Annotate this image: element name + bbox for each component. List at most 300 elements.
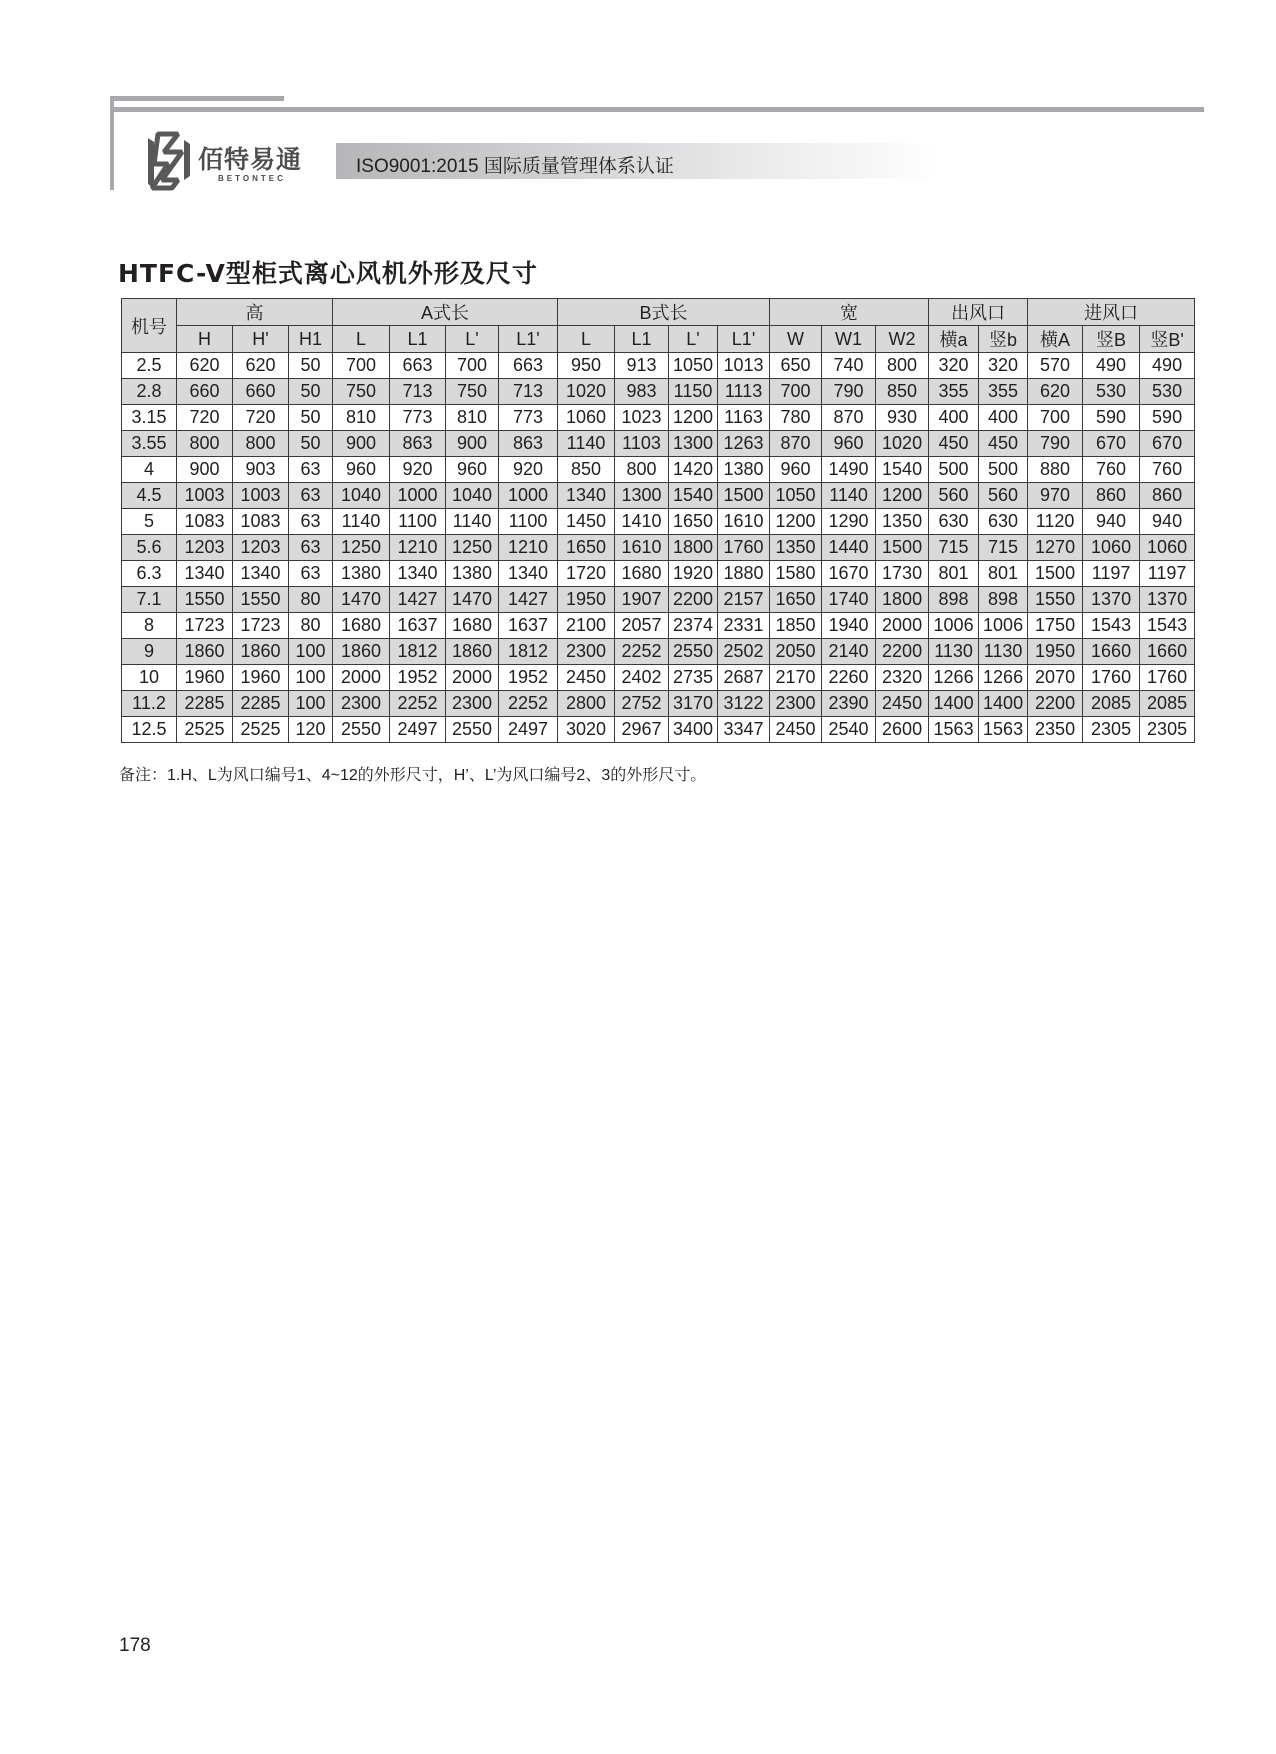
column-header: L1	[615, 326, 669, 353]
table-cell: 2140	[822, 639, 876, 665]
column-header: L'	[446, 326, 499, 353]
table-cell: 1950	[1028, 639, 1083, 665]
table-cell: 780	[770, 405, 822, 431]
table-cell: 800	[177, 431, 233, 457]
table-cell: 2502	[718, 639, 770, 665]
table-cell: 50	[289, 431, 333, 457]
table-cell: 1720	[558, 561, 615, 587]
table-cell: 1000	[499, 483, 558, 509]
table-cell: 1760	[1083, 665, 1140, 691]
table-cell: 700	[1028, 405, 1083, 431]
table-cell: 1020	[876, 431, 929, 457]
model-cell: 11.2	[122, 691, 177, 717]
table-cell: 773	[390, 405, 446, 431]
table-cell: 1020	[558, 379, 615, 405]
table-cell: 1960	[177, 665, 233, 691]
table-cell: 1263	[718, 431, 770, 457]
table-cell: 3170	[669, 691, 718, 717]
table-cell: 900	[333, 431, 390, 457]
table-cell: 960	[822, 431, 876, 457]
table-cell: 900	[177, 457, 233, 483]
table-cell: 1140	[558, 431, 615, 457]
table-cell: 1013	[718, 353, 770, 379]
table-cell: 1210	[390, 535, 446, 561]
table-cell: 713	[390, 379, 446, 405]
table-cell: 1540	[669, 483, 718, 509]
table-cell: 1083	[177, 509, 233, 535]
table-cell: 900	[446, 431, 499, 457]
table-cell: 1100	[499, 509, 558, 535]
table-cell: 2252	[499, 691, 558, 717]
table-cell: 960	[333, 457, 390, 483]
table-cell: 1060	[558, 405, 615, 431]
table-cell: 983	[615, 379, 669, 405]
table-cell: 400	[979, 405, 1028, 431]
table-cell: 2800	[558, 691, 615, 717]
table-cell: 1003	[177, 483, 233, 509]
certification-banner	[336, 143, 940, 179]
table-cell: 1380	[446, 561, 499, 587]
table-cell: 750	[333, 379, 390, 405]
table-cell: 63	[289, 483, 333, 509]
model-cell: 7.1	[122, 587, 177, 613]
table-cell: 2687	[718, 665, 770, 691]
table-cell: 1140	[822, 483, 876, 509]
table-cell: 1610	[615, 535, 669, 561]
table-cell: 2085	[1140, 691, 1195, 717]
table-cell: 63	[289, 509, 333, 535]
table-cell: 1120	[1028, 509, 1083, 535]
table-cell: 1400	[929, 691, 979, 717]
table-cell: 1350	[770, 535, 822, 561]
table-cell: 1427	[499, 587, 558, 613]
table-cell: 1290	[822, 509, 876, 535]
table-cell: 530	[1083, 379, 1140, 405]
table-cell: 715	[929, 535, 979, 561]
table-cell: 1907	[615, 587, 669, 613]
table-cell: 1300	[669, 431, 718, 457]
table-cell: 1680	[615, 561, 669, 587]
table-cell: 1760	[1140, 665, 1195, 691]
model-cell: 6.3	[122, 561, 177, 587]
model-cell: 3.55	[122, 431, 177, 457]
table-cell: 355	[929, 379, 979, 405]
table-cell: 1730	[876, 561, 929, 587]
table-cell: 1370	[1083, 587, 1140, 613]
table-cell: 1650	[770, 587, 822, 613]
table-cell: 450	[979, 431, 1028, 457]
page-title: HTFC-V型柜式离心风机外形及尺寸	[118, 259, 538, 288]
column-header: L1'	[718, 326, 770, 353]
table-cell: 1410	[615, 509, 669, 535]
table-cell: 1850	[770, 613, 822, 639]
table-cell: 2252	[615, 639, 669, 665]
table-row	[122, 431, 1195, 457]
table-cell: 100	[289, 639, 333, 665]
table-cell: 1250	[333, 535, 390, 561]
table-cell: 1543	[1083, 613, 1140, 639]
table-cell: 1812	[390, 639, 446, 665]
table-cell: 1680	[446, 613, 499, 639]
table-cell: 80	[289, 587, 333, 613]
table-cell: 760	[1140, 457, 1195, 483]
table-row	[122, 639, 1195, 665]
table-cell: 570	[1028, 353, 1083, 379]
table-cell: 1860	[333, 639, 390, 665]
column-header: L1'	[499, 326, 558, 353]
table-cell: 810	[333, 405, 390, 431]
table-cell: 1050	[770, 483, 822, 509]
table-row	[122, 613, 1195, 639]
table-cell: 1040	[333, 483, 390, 509]
table-cell: 1723	[177, 613, 233, 639]
table-cell: 1113	[718, 379, 770, 405]
table-cell: 700	[446, 353, 499, 379]
table-cell: 630	[929, 509, 979, 535]
table-cell: 1197	[1083, 561, 1140, 587]
table-row	[122, 483, 1195, 509]
table-cell: 913	[615, 353, 669, 379]
table-cell: 1670	[822, 561, 876, 587]
table-row	[122, 665, 1195, 691]
table-cell: 1680	[333, 613, 390, 639]
header-rule-short	[110, 96, 284, 101]
table-cell: 1140	[446, 509, 499, 535]
table-cell: 2350	[1028, 717, 1083, 743]
table-cell: 2050	[770, 639, 822, 665]
model-cell: 9	[122, 639, 177, 665]
table-cell: 1083	[233, 509, 289, 535]
header-inlet: 进风口	[1028, 299, 1195, 326]
dimensions-table	[121, 298, 1195, 743]
table-cell: 760	[1083, 457, 1140, 483]
table-cell: 2550	[446, 717, 499, 743]
table-cell: 1130	[929, 639, 979, 665]
table-cell: 320	[979, 353, 1028, 379]
column-header: H'	[233, 326, 289, 353]
column-header: 竖B'	[1140, 326, 1195, 353]
table-cell: 1200	[876, 483, 929, 509]
table-cell: 715	[979, 535, 1028, 561]
table-cell: 1952	[499, 665, 558, 691]
table-row	[122, 379, 1195, 405]
table-cell: 530	[1140, 379, 1195, 405]
header-rule-vertical	[110, 96, 114, 190]
table-cell: 863	[499, 431, 558, 457]
table-cell: 1370	[1140, 587, 1195, 613]
table-cell: 801	[929, 561, 979, 587]
table-cell: 100	[289, 665, 333, 691]
table-cell: 2285	[233, 691, 289, 717]
table-cell: 1543	[1140, 613, 1195, 639]
table-cell: 960	[770, 457, 822, 483]
table-cell: 2305	[1140, 717, 1195, 743]
table-cell: 1920	[669, 561, 718, 587]
table-cell: 860	[1083, 483, 1140, 509]
table-row	[122, 691, 1195, 717]
table-cell: 1940	[822, 613, 876, 639]
table-cell: 1100	[390, 509, 446, 535]
table-cell: 870	[822, 405, 876, 431]
table-cell: 620	[233, 353, 289, 379]
table-cell: 1200	[770, 509, 822, 535]
table-cell: 2252	[390, 691, 446, 717]
table-cell: 1266	[979, 665, 1028, 691]
table-cell: 740	[822, 353, 876, 379]
table-cell: 2200	[876, 639, 929, 665]
table-cell: 1650	[669, 509, 718, 535]
column-header: L	[333, 326, 390, 353]
column-header: 竖b	[979, 326, 1028, 353]
table-cell: 1340	[177, 561, 233, 587]
table-cell: 800	[615, 457, 669, 483]
table-cell: 1490	[822, 457, 876, 483]
table-cell: 50	[289, 379, 333, 405]
table-cell: 2540	[822, 717, 876, 743]
table-cell: 63	[289, 457, 333, 483]
table-cell: 590	[1083, 405, 1140, 431]
table-cell: 2525	[177, 717, 233, 743]
table-cell: 920	[390, 457, 446, 483]
table-cell: 1340	[558, 483, 615, 509]
header-width: 宽	[770, 299, 929, 326]
table-cell: 490	[1140, 353, 1195, 379]
table-cell: 1400	[979, 691, 1028, 717]
table-cell: 1610	[718, 509, 770, 535]
table-cell: 2331	[718, 613, 770, 639]
betontec-logo-icon	[134, 130, 194, 192]
table-cell: 773	[499, 405, 558, 431]
table-cell: 1760	[718, 535, 770, 561]
table-cell: 630	[979, 509, 1028, 535]
table-cell: 1006	[929, 613, 979, 639]
table-cell: 1950	[558, 587, 615, 613]
table-cell: 50	[289, 353, 333, 379]
header-a-length: A式长	[333, 299, 558, 326]
table-row	[122, 561, 1195, 587]
table-cell: 1550	[233, 587, 289, 613]
table-cell: 1550	[1028, 587, 1083, 613]
table-cell: 860	[1140, 483, 1195, 509]
table-cell: 63	[289, 561, 333, 587]
table-cell: 1563	[929, 717, 979, 743]
table-cell: 2070	[1028, 665, 1083, 691]
table-cell: 663	[390, 353, 446, 379]
model-cell: 3.15	[122, 405, 177, 431]
table-cell: 490	[1083, 353, 1140, 379]
table-cell: 870	[770, 431, 822, 457]
table-cell: 960	[446, 457, 499, 483]
table-cell: 940	[1083, 509, 1140, 535]
column-header: L'	[669, 326, 718, 353]
table-cell: 1812	[499, 639, 558, 665]
table-cell: 1450	[558, 509, 615, 535]
table-cell: 2600	[876, 717, 929, 743]
table-cell: 2000	[876, 613, 929, 639]
table-cell: 898	[979, 587, 1028, 613]
table-row	[122, 717, 1195, 743]
model-cell: 2.8	[122, 379, 177, 405]
table-cell: 1140	[333, 509, 390, 535]
table-cell: 1500	[876, 535, 929, 561]
table-cell: 2735	[669, 665, 718, 691]
table-cell: 500	[979, 457, 1028, 483]
table-cell: 2550	[333, 717, 390, 743]
table-cell: 1740	[822, 587, 876, 613]
table-cell: 2550	[669, 639, 718, 665]
column-header: W	[770, 326, 822, 353]
table-cell: 63	[289, 535, 333, 561]
table-cell: 50	[289, 405, 333, 431]
brand-name: 佰特易通	[198, 145, 303, 174]
table-cell: 1103	[615, 431, 669, 457]
model-cell: 4.5	[122, 483, 177, 509]
table-cell: 2100	[558, 613, 615, 639]
table-cell: 2374	[669, 613, 718, 639]
certification-text: ISO9001:2015 国际质量管理体系认证	[356, 156, 674, 177]
model-cell: 12.5	[122, 717, 177, 743]
table-cell: 1250	[446, 535, 499, 561]
column-header: W2	[876, 326, 929, 353]
table-cell: 2170	[770, 665, 822, 691]
table-cell: 1563	[979, 717, 1028, 743]
table-cell: 2497	[390, 717, 446, 743]
table-cell: 2752	[615, 691, 669, 717]
model-cell: 5.6	[122, 535, 177, 561]
header-rule	[110, 107, 1204, 112]
table-cell: 2300	[770, 691, 822, 717]
header-model: 机号	[122, 299, 177, 353]
table-cell: 2300	[333, 691, 390, 717]
table-cell: 1540	[876, 457, 929, 483]
header-outlet: 出风口	[929, 299, 1028, 326]
table-cell: 700	[333, 353, 390, 379]
table-cell: 670	[1140, 431, 1195, 457]
table-cell: 2402	[615, 665, 669, 691]
table-cell: 930	[876, 405, 929, 431]
table-cell: 898	[929, 587, 979, 613]
table-cell: 3347	[718, 717, 770, 743]
table-cell: 2450	[876, 691, 929, 717]
table-cell: 650	[770, 353, 822, 379]
column-header: L1	[390, 326, 446, 353]
table-cell: 1060	[1083, 535, 1140, 561]
table-cell: 1203	[233, 535, 289, 561]
column-header: W1	[822, 326, 876, 353]
table-cell: 1500	[718, 483, 770, 509]
column-header: 横A	[1028, 326, 1083, 353]
table-cell: 1860	[233, 639, 289, 665]
table-cell: 720	[233, 405, 289, 431]
column-header: H1	[289, 326, 333, 353]
model-cell: 5	[122, 509, 177, 535]
table-cell: 2497	[499, 717, 558, 743]
table-cell: 1163	[718, 405, 770, 431]
table-cell: 1197	[1140, 561, 1195, 587]
table-cell: 2525	[233, 717, 289, 743]
table-cell: 850	[876, 379, 929, 405]
table-cell: 1800	[669, 535, 718, 561]
table-cell: 1500	[1028, 561, 1083, 587]
table-cell: 2450	[558, 665, 615, 691]
table-cell: 450	[929, 431, 979, 457]
table-cell: 1200	[669, 405, 718, 431]
table-cell: 2057	[615, 613, 669, 639]
model-cell: 10	[122, 665, 177, 691]
table-cell: 2450	[770, 717, 822, 743]
table-cell: 1000	[390, 483, 446, 509]
table-cell: 1340	[499, 561, 558, 587]
table-cell: 1050	[669, 353, 718, 379]
table-row	[122, 535, 1195, 561]
table-cell: 1266	[929, 665, 979, 691]
table-cell: 1637	[499, 613, 558, 639]
table-cell: 750	[446, 379, 499, 405]
table-cell: 1040	[446, 483, 499, 509]
table-cell: 1006	[979, 613, 1028, 639]
table-cell: 1580	[770, 561, 822, 587]
column-header: 横a	[929, 326, 979, 353]
table-row	[122, 457, 1195, 483]
table-cell: 1960	[233, 665, 289, 691]
table-cell: 2000	[446, 665, 499, 691]
table-cell: 713	[499, 379, 558, 405]
column-header: L	[558, 326, 615, 353]
table-cell: 1800	[876, 587, 929, 613]
table-cell: 970	[1028, 483, 1083, 509]
table-cell: 2157	[718, 587, 770, 613]
table-row	[122, 587, 1195, 613]
table-cell: 1380	[333, 561, 390, 587]
table-cell: 1660	[1140, 639, 1195, 665]
table-cell: 560	[979, 483, 1028, 509]
table-cell: 850	[558, 457, 615, 483]
table-cell: 1637	[390, 613, 446, 639]
table-cell: 3122	[718, 691, 770, 717]
table-cell: 100	[289, 691, 333, 717]
table-cell: 620	[1028, 379, 1083, 405]
table-cell: 1340	[233, 561, 289, 587]
table-cell: 2300	[446, 691, 499, 717]
table-cell: 1660	[1083, 639, 1140, 665]
table-cell: 320	[929, 353, 979, 379]
table-cell: 920	[499, 457, 558, 483]
header-b-length: B式长	[558, 299, 770, 326]
table-cell: 1380	[718, 457, 770, 483]
table-cell: 1723	[233, 613, 289, 639]
sub-header-row	[122, 326, 1195, 353]
table-row	[122, 405, 1195, 431]
table-cell: 1440	[822, 535, 876, 561]
table-row	[122, 509, 1195, 535]
table-cell: 660	[177, 379, 233, 405]
group-header-row	[122, 299, 1195, 326]
table-cell: 1270	[1028, 535, 1083, 561]
table-cell: 1060	[1140, 535, 1195, 561]
table-cell: 1427	[390, 587, 446, 613]
table-cell: 810	[446, 405, 499, 431]
table-cell: 620	[177, 353, 233, 379]
table-cell: 2390	[822, 691, 876, 717]
table-cell: 400	[929, 405, 979, 431]
table-cell: 1470	[333, 587, 390, 613]
table-cell: 1203	[177, 535, 233, 561]
table-cell: 670	[1083, 431, 1140, 457]
table-cell: 2320	[876, 665, 929, 691]
table-cell: 355	[979, 379, 1028, 405]
table-cell: 801	[979, 561, 1028, 587]
page-number: 178	[119, 1635, 151, 1656]
